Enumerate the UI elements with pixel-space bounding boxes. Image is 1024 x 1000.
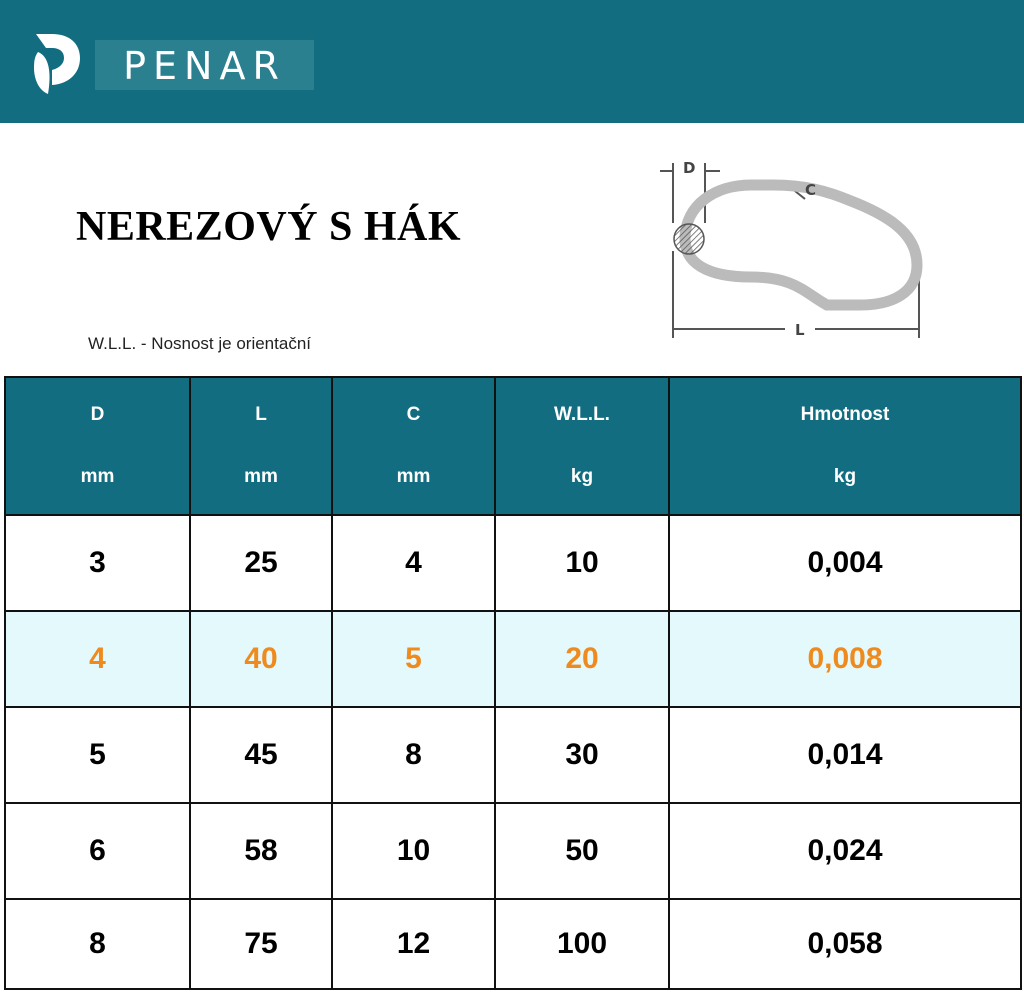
table-cell: 75 <box>190 899 332 989</box>
header-bar <box>0 0 1024 123</box>
table-cell: 0,008 <box>669 611 1021 707</box>
table-cell: 0,014 <box>669 707 1021 803</box>
table-cell: 30 <box>495 707 669 803</box>
table-cell: 0,058 <box>669 899 1021 989</box>
diagram-label-c: C <box>805 181 817 199</box>
table-cell: 0,024 <box>669 803 1021 899</box>
col-header-l <box>190 377 332 515</box>
col-header-d <box>5 377 190 515</box>
table-row-highlighted <box>5 611 1021 707</box>
table-cell: 3 <box>5 515 190 611</box>
table-row <box>5 899 1021 989</box>
table-cell: 10 <box>495 515 669 611</box>
table-row <box>5 707 1021 803</box>
col-name: W.L.L. <box>554 404 610 425</box>
table-row <box>5 803 1021 899</box>
page-title: NEREZOVÝ S HÁK <box>76 204 462 250</box>
table-cell: 45 <box>190 707 332 803</box>
table-cell: 58 <box>190 803 332 899</box>
table-cell: 100 <box>495 899 669 989</box>
col-name: C <box>406 404 421 425</box>
wll-note: W.L.L. - Nosnost je orientační <box>88 334 311 353</box>
col-unit: mm <box>396 466 431 487</box>
table-header-row <box>5 377 1021 515</box>
table-cell: 5 <box>5 707 190 803</box>
col-unit: kg <box>833 466 857 487</box>
spec-table <box>4 376 1022 990</box>
s-hook-drawing-icon <box>655 153 935 345</box>
col-name: L <box>255 404 267 425</box>
table-cell: 20 <box>495 611 669 707</box>
table-cell: 40 <box>190 611 332 707</box>
col-header-wll <box>495 377 669 515</box>
col-header-hmotnost <box>669 377 1021 515</box>
logo-wordmark: PENAR <box>123 44 286 88</box>
table-cell: 8 <box>5 899 190 989</box>
table-cell: 10 <box>332 803 495 899</box>
table-cell: 4 <box>5 611 190 707</box>
diagram-label-l: L <box>795 321 805 339</box>
col-header-c <box>332 377 495 515</box>
table-cell: 4 <box>332 515 495 611</box>
table-cell: 12 <box>332 899 495 989</box>
table-cell: 50 <box>495 803 669 899</box>
table-cell: 25 <box>190 515 332 611</box>
table-cell: 6 <box>5 803 190 899</box>
table-cell: 8 <box>332 707 495 803</box>
col-unit: kg <box>570 466 594 487</box>
logo-wordmark-box <box>95 40 314 90</box>
table-cell: 5 <box>332 611 495 707</box>
diagram-label-d: D <box>683 159 696 177</box>
col-unit: mm <box>80 466 115 487</box>
col-name: Hmotnost <box>800 404 890 425</box>
col-unit: mm <box>244 466 278 487</box>
penar-leaf-logo-icon <box>32 30 82 96</box>
table-row <box>5 515 1021 611</box>
col-name: D <box>90 404 105 425</box>
table-cell: 0,004 <box>669 515 1021 611</box>
